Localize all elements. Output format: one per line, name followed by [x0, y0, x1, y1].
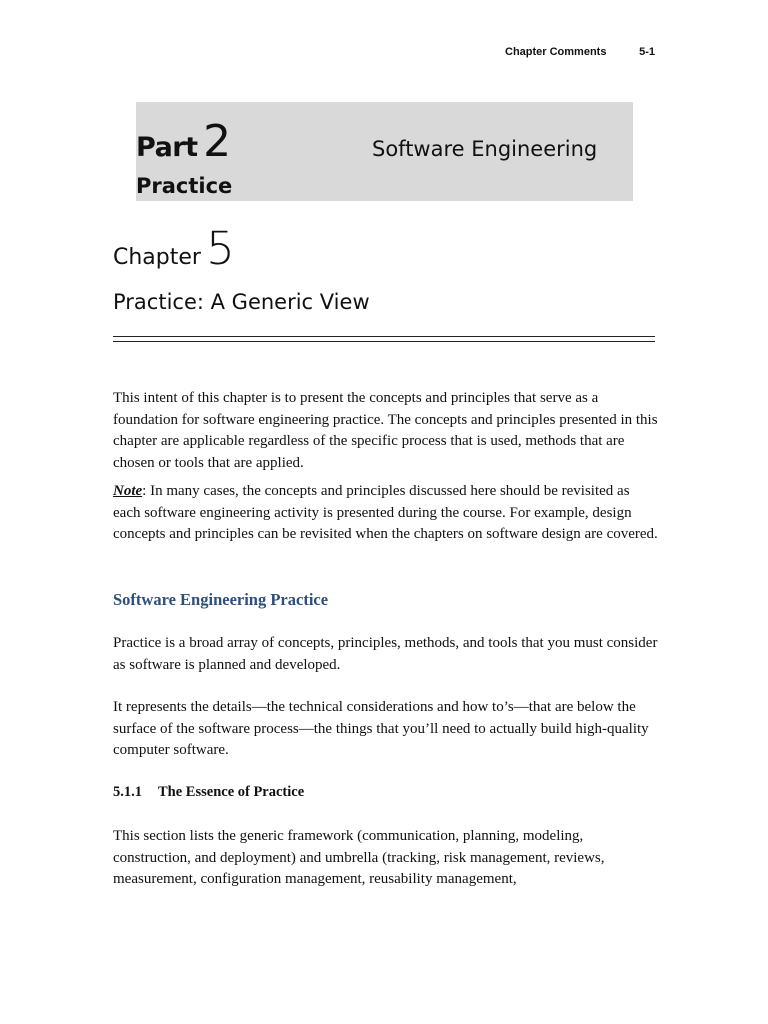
section-paragraph-2: It represents the details—the technical considerations and how to’s—that are below the surface of the software process—the things that you’ll need to actually build high-quality computer software. — [113, 699, 649, 759]
note-label: Note — [113, 483, 143, 499]
note-text: : In many cases, the concepts and principles discussed here should be revisited as each software engineering activity is presented during the course. For example, design concepts and principles can be revisited when the chapters on software design are covered. — [113, 483, 658, 543]
running-header — [505, 46, 655, 58]
part-subtitle: Practice — [136, 174, 238, 198]
chapter-number: 5 — [206, 222, 235, 275]
page-number: 5-1 — [639, 46, 655, 58]
chapter-label — [113, 222, 235, 275]
subsection-heading — [113, 784, 304, 801]
section-paragraph-1: Practice is a broad array of concepts, principles, methods, and tools that you must consider as software is planned and developed. — [113, 635, 658, 673]
part-word: Part — [136, 132, 198, 163]
chapter-title: Practice: A Generic View — [113, 290, 370, 314]
title-rule-top — [113, 336, 655, 337]
title-rule-bottom — [113, 341, 655, 342]
running-title: Chapter Comments — [505, 46, 607, 58]
subsection-paragraph: This section lists the generic framework (communication, planning, modeling, construction, and deployment) and umbrella (tracking, risk management, reviews, measurement, configuration management, reusability management, — [113, 828, 605, 888]
part-number: 2 — [203, 116, 232, 167]
part-label — [136, 116, 231, 167]
subsection-title: The Essence of Practice — [158, 784, 305, 800]
section-heading: Software Engineering Practice — [113, 590, 329, 609]
subsection-number: 5.1.1 — [113, 784, 142, 800]
part-title: Software Engineering — [372, 137, 598, 161]
chapter-word: Chapter — [113, 245, 201, 270]
intro-paragraph: This intent of this chapter is to present the concepts and principles that serve as a foundation for software engineering practice. The concepts and principles presented in this chapter are applicable regardless of the specific process that is used, methods that are chosen or tools that are applied. — [113, 390, 658, 471]
note-paragraph — [113, 481, 658, 546]
